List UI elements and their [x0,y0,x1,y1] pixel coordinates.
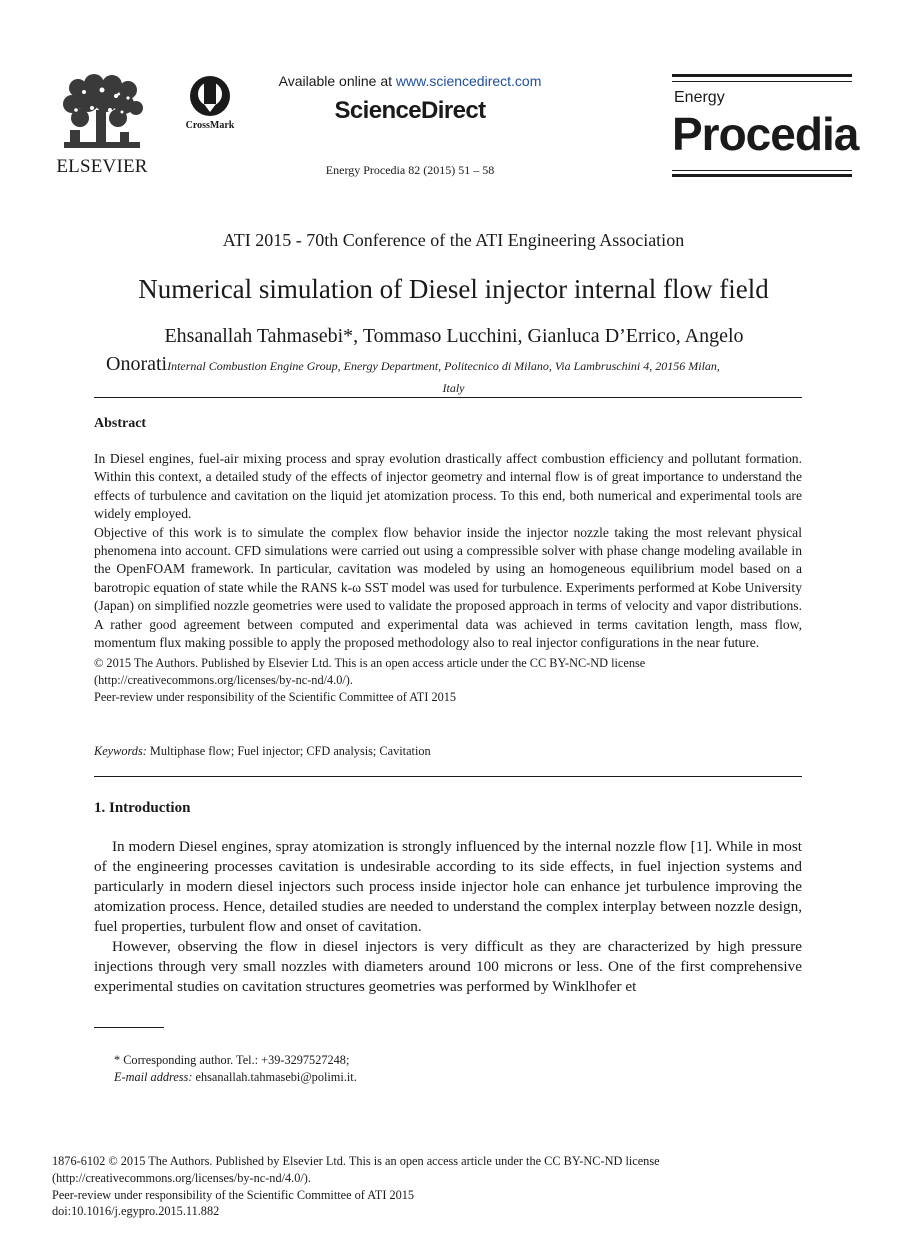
copyright-line: © 2015 The Authors. Published by Elsevier Ltd. This is an open access article under the CC BY-NC-ND license [94,656,646,671]
issn-copyright: 1876-6102 © 2015 The Authors. Published by Elsevier Ltd. This is an open access article under the CC BY-NC-ND license [52,1154,660,1168]
elsevier-logo [52,74,152,176]
author-list [94,322,814,380]
keywords-text: Multiphase flow; Fuel injector; CFD analysis; Cavitation [146,744,431,758]
conference-name: ATI 2015 - 70th Conference of the ATI Engineering Association [222,230,685,250]
journal-name-small: Energy [674,89,725,106]
available-online: Available online at www.sciencedirect.com [278,73,542,89]
footer-peer-review: Peer-review under responsibility of the Scientific Committee of ATI 2015 [52,1187,415,1202]
copyright-notice [94,655,802,705]
peer-review-notice: Peer-review under responsibility of the Scientific Committee of ATI 2015 [94,689,457,704]
paper-title: Numerical simulation of Diesel injector internal flow field [138,274,769,304]
doi[interactable]: doi:10.1016/j.egypro.2015.11.882 [52,1204,220,1219]
abstract-heading: Abstract [94,416,147,431]
footer-license-url[interactable]: (http://creativecommons.org/licenses/by-nc-nd/4.0/). [52,1170,311,1185]
keywords-label: Keywords: [94,744,147,758]
crossmark-label: CrossMark [185,120,235,131]
abstract-paragraph-1: In Diesel engines, fuel-air mixing process and spray evolution drastically affect combustion efficiency and pollutant formation. Within this context, a detailed study of the effects of injector geometry and internal flow is of great importance to understand the effects of turbulence and cavitation on the liquid jet atomization process. To this end, both numerical and experimental tools are widely employed. [94,451,802,522]
keywords [94,744,431,759]
logo-rule-bottom [672,174,852,177]
sciencedirect-logo: ScienceDirect [334,97,486,124]
rule-above-abstract [94,397,802,398]
logo-rule-bottom-thin [672,170,852,171]
abstract-paragraph-2: Objective of this work is to simulate the complex flow behavior inside the injector nozzle taking the most relevant physical phenomena into account. CFD simulations were carried out using a compressible solver with phase change modeling available in the OpenFOAM framework. In particular, cavitation was modeled by using an homogeneous equilibrium model based on a barotropic equation of state while the RANS k-ω SST model was used for turbulence. Experiments performed at Kobe University (Japan) on simplified nozzle geometries were used to validate the proposed approach in terms of velocity and vapor distributions. A rather good agreement between computed and experimental data was achieved in terms cavitation length, mass flow, momentum flux making possible to apply the proposed methodology also to real injector configurations in the near future. [94,524,802,651]
affiliation: Internal Combustion Engine Group, Energy Department, Politecnico di Milano, Via Lambruschini 4, 20156 Milan, [167,359,720,373]
publisher-name: ELSEVIER [56,156,148,177]
authors-line-2 [106,350,814,380]
license-url[interactable]: (http://creativecommons.org/licenses/by-nc-nd/4.0/). [94,673,353,688]
email-label: E-mail address: [114,1070,193,1084]
author-onorati: Onorati [106,353,168,375]
page-footer [52,1153,752,1220]
footnote-rule [94,1027,164,1028]
sciencedirect-link[interactable]: www.sciencedirect.com [395,73,542,89]
energy-procedia-logo [672,74,859,178]
introduction-heading: 1. Introduction [94,800,191,816]
elsevier-tree-icon [58,74,146,154]
authors-line-1: Ehsanallah Tahmasebi*, Tommaso Lucchini, Gianluca D’Errico, Angelo [164,325,744,347]
journal-reference: Energy Procedia 82 (2015) 51 – 58 [325,163,495,177]
intro-paragraph-1: In modern Diesel engines, spray atomization is strongly influenced by the internal nozzle flow [1]. While in most of the engineering processes cavitation is undesirable according to its side effects, in fuel injection systems and particularly in modern diesel injectors such process inside injector hole can enhance jet turbulence improving the atomization process. Hence, detailed studies are needed to understand the complex interplay between nozzle design, fuel properties, turbulent flow and onset of cavitation. [94,838,802,935]
journal-name-big: Procedia [672,108,859,160]
footnote [114,1052,357,1086]
corresponding-author: * Corresponding author. Tel.: +39-3297527248; [114,1053,350,1067]
introduction-body [94,837,802,997]
rule-below-keywords [94,776,802,777]
abstract-body [94,450,802,705]
intro-paragraph-2: However, observing the flow in diesel injectors is very difficult as they are characterized by high pressure injections through very small nozzles with diameters around 100 microns or less. One of the first comprehensive experimental studies on cavitation structures geometries was performed by Winklhofer et [94,938,802,995]
logo-rule-top-thin [672,81,852,82]
email-address[interactable]: ehsanallah.tahmasebi@polimi.it. [192,1070,357,1084]
logo-rule-top [672,74,852,77]
email-line [114,1069,357,1086]
affiliation-country: Italy [442,381,465,395]
